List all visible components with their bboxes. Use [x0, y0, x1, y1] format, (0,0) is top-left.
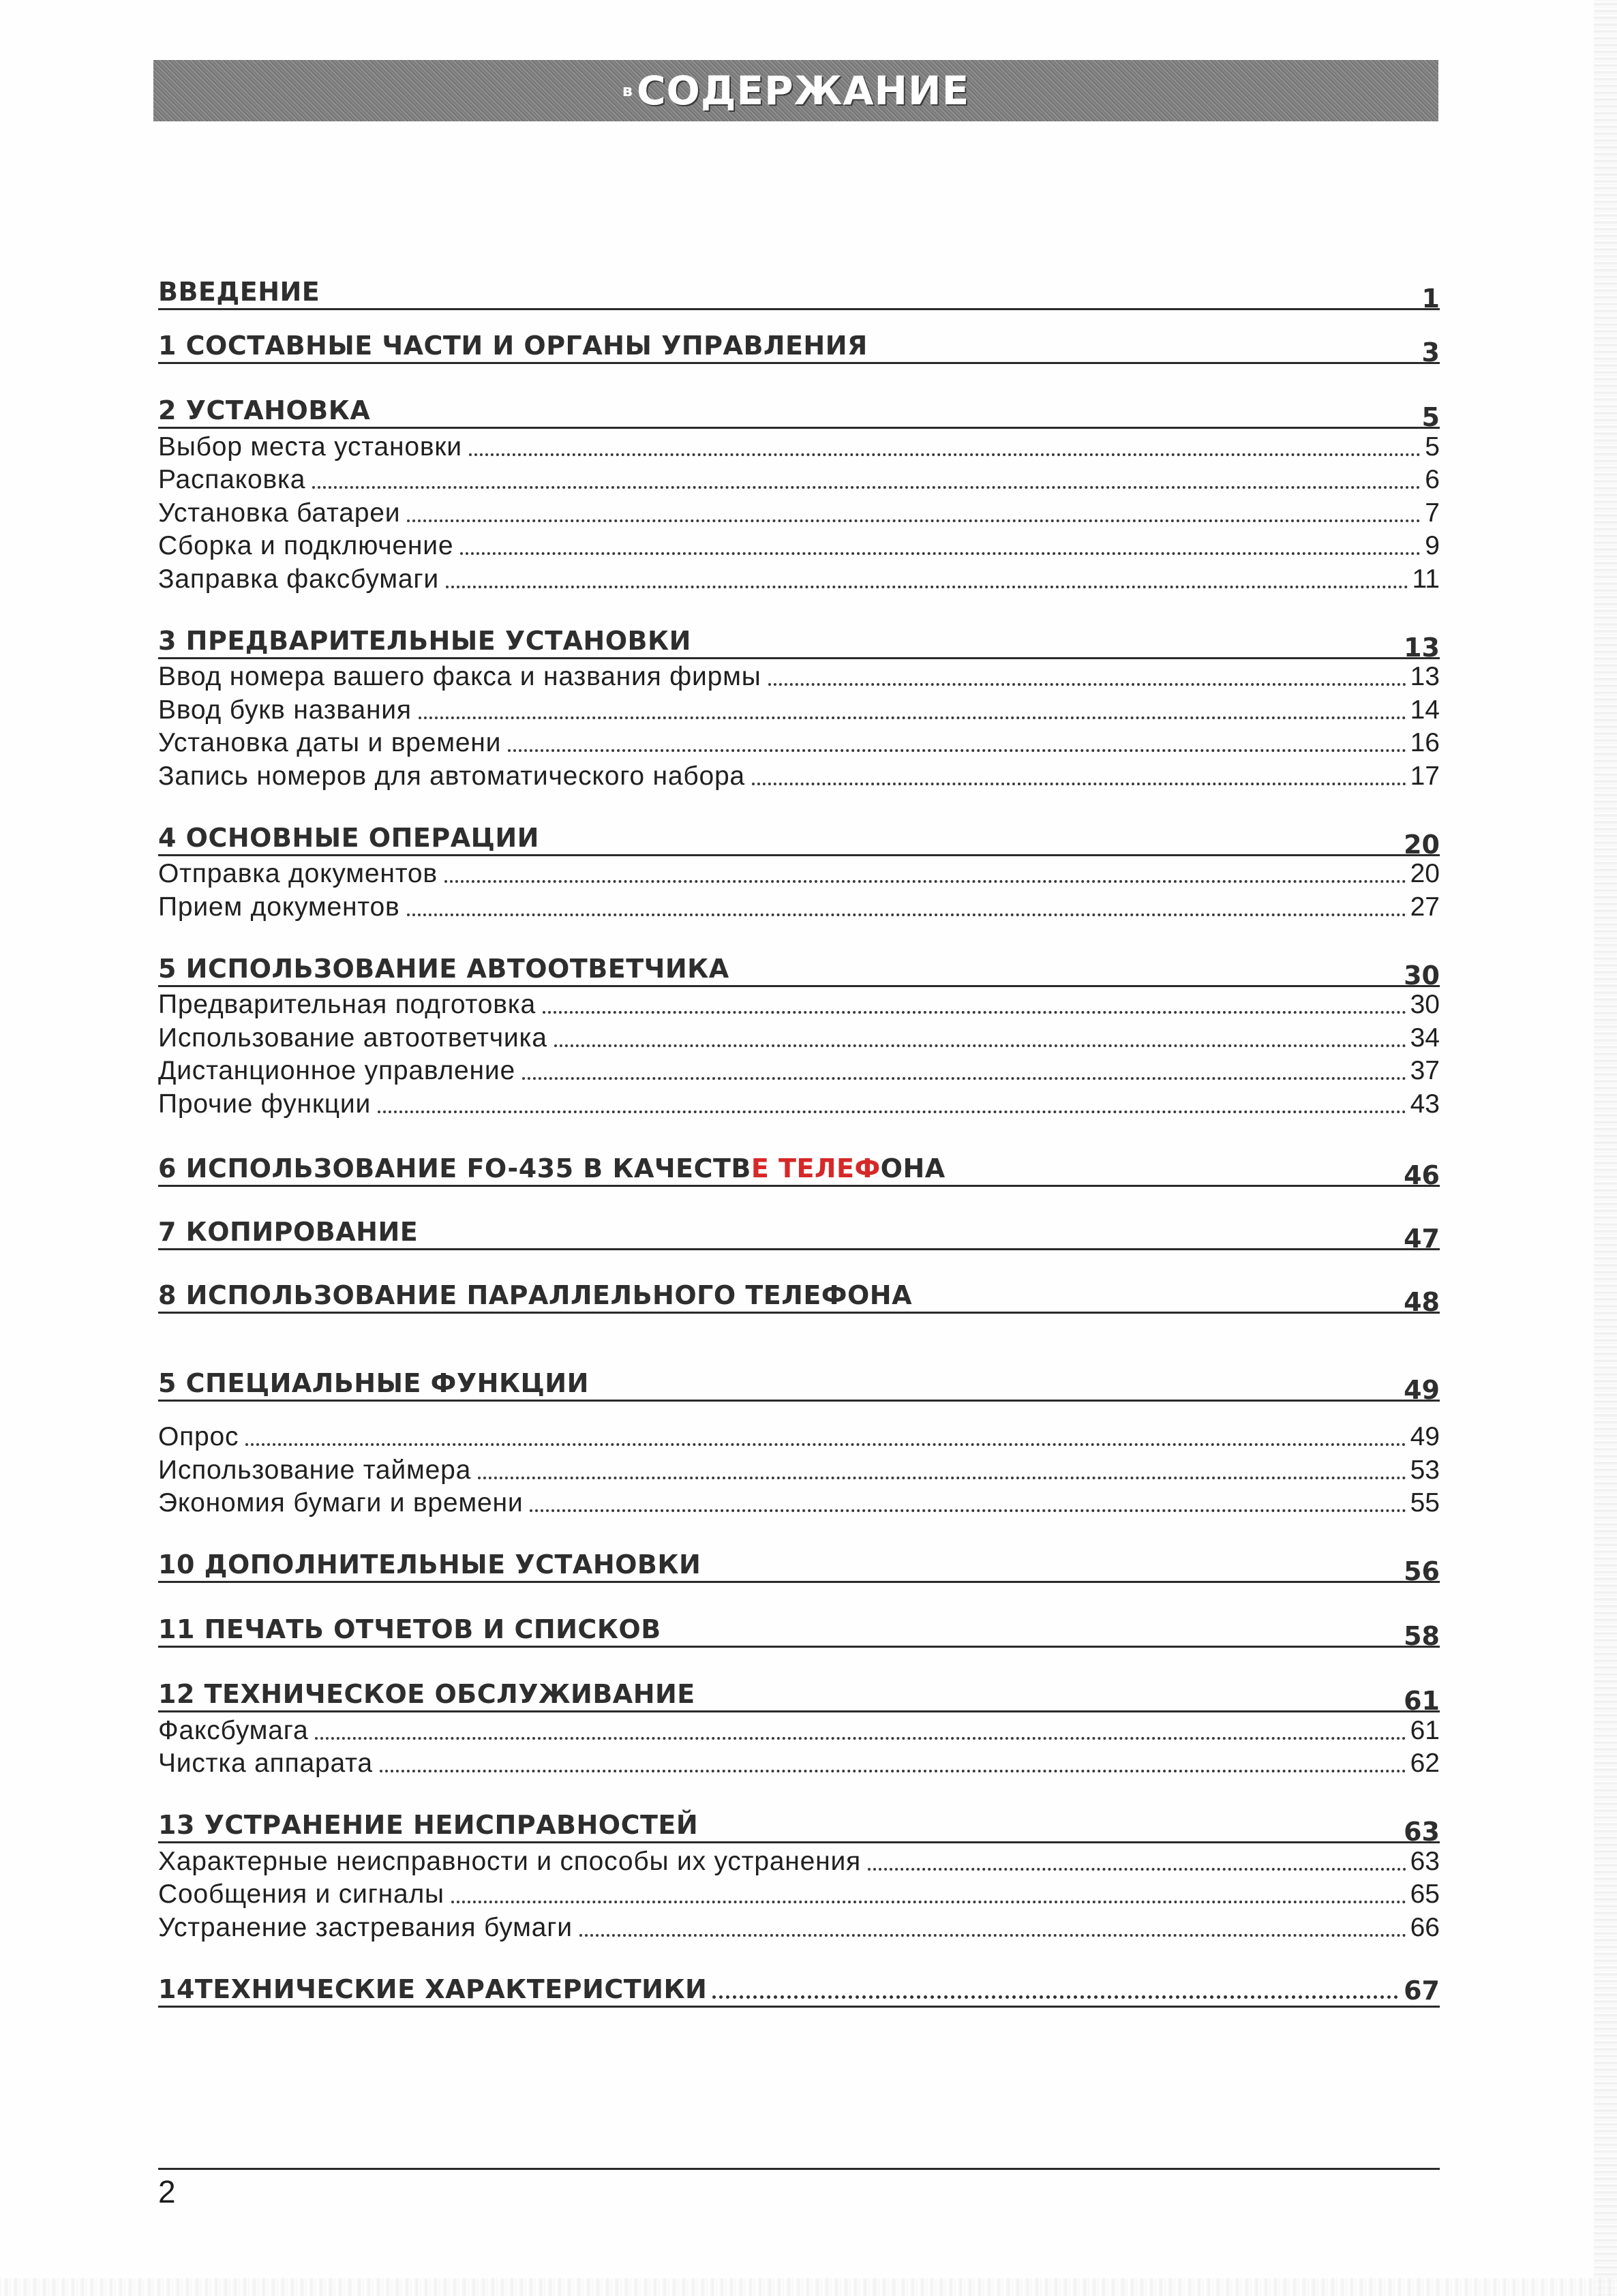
toc-section	[158, 1203, 1440, 1254]
toc-entry-page: 66	[1410, 1912, 1440, 1942]
toc-entry-page: 49	[1410, 1422, 1440, 1451]
toc-entry-page: 20	[1410, 859, 1440, 888]
toc-entry-label: Заправка факсбумаги	[158, 564, 439, 594]
toc-section	[158, 612, 1440, 791]
dot-leader	[868, 1868, 1406, 1871]
dot-leader	[460, 552, 1421, 555]
toc-entry-label: Прочие функции	[158, 1089, 372, 1119]
toc-section	[158, 1601, 1440, 1651]
toc-section-title: 10 ДОПОЛНИТЕЛЬНЫЕ УСТАНОВКИ	[158, 1550, 701, 1580]
toc-entry-label: Ввод букв названия	[158, 695, 412, 725]
toc-entry-page: 62	[1410, 1749, 1440, 1778]
toc-entry-page: 63	[1410, 1846, 1440, 1876]
toc-section-heading	[158, 1140, 1440, 1190]
toc-section-page: 63	[1404, 1817, 1440, 1847]
toc-section	[158, 1267, 1440, 1317]
toc-entry-page: 30	[1410, 990, 1440, 1019]
toc-section	[158, 1665, 1440, 1779]
toc-entry-label: Устранение застревания бумаги	[158, 1912, 573, 1942]
toc-entry-page: 65	[1410, 1879, 1440, 1909]
toc-entry	[158, 692, 1440, 725]
toc-entry	[158, 495, 1440, 528]
toc-section-title: 2 УСТАНОВКА	[158, 395, 371, 425]
dot-leader	[768, 683, 1406, 686]
toc-entry-page: 55	[1410, 1488, 1440, 1517]
toc-section-title: 3 ПРЕДВАРИТЕЛЬНЫЕ УСТАНОВКИ	[158, 625, 691, 656]
toc-entry	[158, 659, 1440, 693]
contents-header-bar	[153, 60, 1438, 121]
toc-section-page: 49	[1404, 1374, 1440, 1405]
toc-section-heading	[158, 1267, 1440, 1317]
toc-section-title: 5 ИСПОЛЬЗОВАНИЕ АВТООТВЕТЧИКА	[158, 953, 729, 984]
dot-leader	[543, 1011, 1406, 1014]
toc-section	[158, 263, 1440, 314]
toc-entry-label: Установка батареи	[158, 498, 401, 528]
toc-entry-page: 9	[1425, 531, 1440, 560]
dot-leader	[407, 913, 1406, 916]
toc-section-page: 47	[1404, 1223, 1440, 1254]
toc-entry-label: Опрос	[158, 1422, 239, 1451]
dot-leader	[378, 1111, 1406, 1113]
dot-leader	[407, 519, 1421, 522]
toc-section-page: 13	[1404, 632, 1440, 663]
toc-entry-page: 7	[1425, 498, 1440, 528]
contents-title: СОДЕРЖАНИЕ	[636, 67, 970, 114]
toc-entry-label: Характерные неисправности и способы их устранения	[158, 1846, 861, 1876]
toc-entry	[158, 1843, 1440, 1877]
toc-section-title: 1 СОСТАВНЫЕ ЧАСТИ И ОРГАНЫ УПРАВЛЕНИЯ	[158, 331, 868, 361]
toc-entry-page: 13	[1410, 662, 1440, 691]
toc-section-title: 4 ОСНОВНЫЕ ОПЕРАЦИИ	[158, 822, 539, 853]
toc-section-title-prefix: 6 ИСПОЛЬЗОВАНИЕ FO-435 В КАЧЕСТВ	[158, 1153, 751, 1183]
toc-entry-page: 43	[1410, 1089, 1440, 1119]
toc-entry-page: 61	[1410, 1715, 1440, 1745]
toc-entry-page: 27	[1410, 892, 1440, 922]
toc-entry-page: 34	[1410, 1023, 1440, 1053]
toc-entry-label: Установка даты и времени	[158, 728, 502, 757]
toc-entry-label: Использование таймера	[158, 1455, 472, 1485]
dot-leader	[419, 716, 1406, 719]
toc-entry	[158, 429, 1440, 462]
toc-entry	[158, 1452, 1440, 1485]
toc-entry	[158, 889, 1440, 922]
toc-section-heading	[158, 263, 1440, 314]
toc-section-page: 1	[1421, 284, 1440, 314]
dot-leader	[752, 783, 1406, 785]
header-marker: в	[622, 81, 633, 100]
dot-leader	[444, 880, 1406, 883]
dot-leader	[579, 1934, 1406, 1937]
toc-section-heading	[158, 809, 1440, 860]
toc-entry	[158, 1712, 1440, 1746]
toc-entry-label: Сообщения и сигналы	[158, 1879, 444, 1909]
toc-section-heading	[158, 1601, 1440, 1651]
toc-section-page: 61	[1404, 1686, 1440, 1716]
toc-entry	[158, 1086, 1440, 1119]
toc-section-heading	[158, 1355, 1440, 1405]
dot-leader	[380, 1770, 1406, 1772]
toc-entry-label: Распаковка	[158, 465, 306, 494]
toc-entry	[158, 561, 1440, 594]
toc-entry-page: 37	[1410, 1056, 1440, 1085]
toc-section-title: 7 КОПИРОВАНИЕ	[158, 1216, 419, 1247]
toc-entry	[158, 1485, 1440, 1519]
toc-section-title	[158, 1153, 946, 1185]
toc-section-heading	[158, 1796, 1440, 1847]
toc-section	[158, 1140, 1440, 1190]
toc-section-page: 46	[1404, 1160, 1440, 1190]
toc-entry	[158, 462, 1440, 496]
toc-section-heading	[158, 1665, 1440, 1716]
toc-entry	[158, 856, 1440, 890]
toc-entry-label: Сборка и подключение	[158, 531, 454, 560]
toc-entry-label: Использование автоответчика	[158, 1023, 547, 1053]
toc-entry	[158, 758, 1440, 791]
dot-leader	[446, 586, 1408, 588]
toc-section-heading	[158, 317, 1440, 367]
toc-entry-page: 53	[1410, 1455, 1440, 1485]
toc-entry	[158, 1053, 1440, 1087]
toc-entry-label: Предварительная подготовка	[158, 990, 536, 1019]
toc-entry-label: Запись номеров для автоматического набора	[158, 761, 745, 791]
toc-section	[158, 809, 1440, 922]
toc-section-title: 12 ТЕХНИЧЕСКОЕ ОБСЛУЖИВАНИЕ	[158, 1679, 695, 1709]
toc-section-title-suffix: ОНА	[880, 1153, 946, 1183]
footer-rule	[158, 2168, 1440, 2170]
toc-section-page: 3	[1421, 337, 1440, 367]
dot-leader	[478, 1477, 1406, 1479]
dot-leader	[522, 1077, 1406, 1080]
toc-entry	[158, 987, 1440, 1021]
toc-section-title: 5 СПЕЦИАЛЬНЫЕ ФУНКЦИИ	[158, 1368, 589, 1398]
toc-entry-page: 14	[1410, 695, 1440, 725]
toc-entry	[158, 1877, 1440, 1910]
toc-section-heading	[158, 940, 1440, 991]
toc-entry	[158, 1746, 1440, 1779]
toc-section-title: 11 ПЕЧАТЬ ОТЧЕТОВ И СПИСКОВ	[158, 1614, 661, 1644]
toc-section	[158, 1536, 1440, 1586]
toc-section	[158, 1355, 1440, 1519]
page-number: 2	[158, 2174, 176, 2209]
toc-entry-label: Чистка аппарата	[158, 1749, 373, 1778]
toc-entry-page: 16	[1410, 728, 1440, 757]
toc-entry-label: Ввод номера вашего факса и названия фирмы	[158, 662, 761, 691]
toc-section-page: 56	[1404, 1556, 1440, 1586]
toc-entry	[158, 1020, 1440, 1053]
toc-entry-label: Дистанционное управление	[158, 1056, 515, 1085]
toc-entry-label: Факсбумага	[158, 1715, 309, 1745]
toc-section-heading	[158, 1203, 1440, 1254]
dot-leader	[508, 749, 1406, 752]
toc-section-page: 48	[1404, 1286, 1440, 1317]
dot-leader	[530, 1509, 1406, 1512]
toc-section	[158, 1961, 1440, 2008]
dot-leader	[312, 486, 1421, 489]
toc-section-title: 14ТЕХНИЧЕСКИЕ ХАРАКТЕРИСТИКИ	[158, 1974, 708, 2004]
toc-entry-page: 6	[1425, 465, 1440, 494]
scan-edge-right	[1594, 0, 1617, 2296]
dot-leader	[469, 453, 1421, 456]
watermark-text: Е ТЕЛЕФ	[751, 1153, 881, 1183]
toc-section-page: 30	[1404, 960, 1440, 991]
toc-section-heading	[158, 382, 1440, 432]
dot-leader	[712, 1995, 1398, 1999]
toc-entry-label: Экономия бумаги и времени	[158, 1488, 524, 1517]
toc-section-page: 5	[1421, 402, 1440, 432]
toc-section	[158, 382, 1440, 594]
toc-section-heading	[158, 612, 1440, 663]
toc-section-heading	[158, 1961, 1440, 2008]
scan-edge-bottom	[0, 2278, 1617, 2296]
toc-entry-label: Выбор места установки	[158, 432, 462, 462]
toc-section-heading	[158, 1536, 1440, 1586]
toc-entry-page: 11	[1412, 564, 1440, 594]
toc-entry	[158, 1909, 1440, 1943]
dot-leader	[554, 1044, 1406, 1047]
toc-section	[158, 940, 1440, 1119]
toc-section-title: 13 УСТРАНЕНИЕ НЕИСПРАВНОСТЕЙ	[158, 1810, 699, 1840]
toc-section-page: 67	[1404, 1975, 1440, 2006]
dot-leader	[315, 1737, 1406, 1740]
toc-entry	[158, 725, 1440, 759]
toc-entry-label: Прием документов	[158, 892, 400, 922]
toc-entry	[158, 1419, 1440, 1453]
toc-entry-page: 17	[1410, 761, 1440, 791]
toc-section-title: ВВЕДЕНИЕ	[158, 277, 320, 307]
toc-entry-label: Отправка документов	[158, 859, 438, 888]
toc-section-title: 8 ИСПОЛЬЗОВАНИЕ ПАРАЛЛЕЛЬНОГО ТЕЛЕФОНА	[158, 1280, 912, 1310]
toc-section-page: 20	[1404, 829, 1440, 860]
dot-leader	[451, 1901, 1406, 1903]
toc-section-page: 58	[1404, 1621, 1440, 1651]
toc-section	[158, 317, 1440, 367]
toc-section	[158, 1796, 1440, 1943]
dot-leader	[245, 1443, 1406, 1446]
toc-entry	[158, 528, 1440, 562]
toc-entry-page: 5	[1425, 432, 1440, 462]
table-of-contents	[158, 245, 1440, 2008]
